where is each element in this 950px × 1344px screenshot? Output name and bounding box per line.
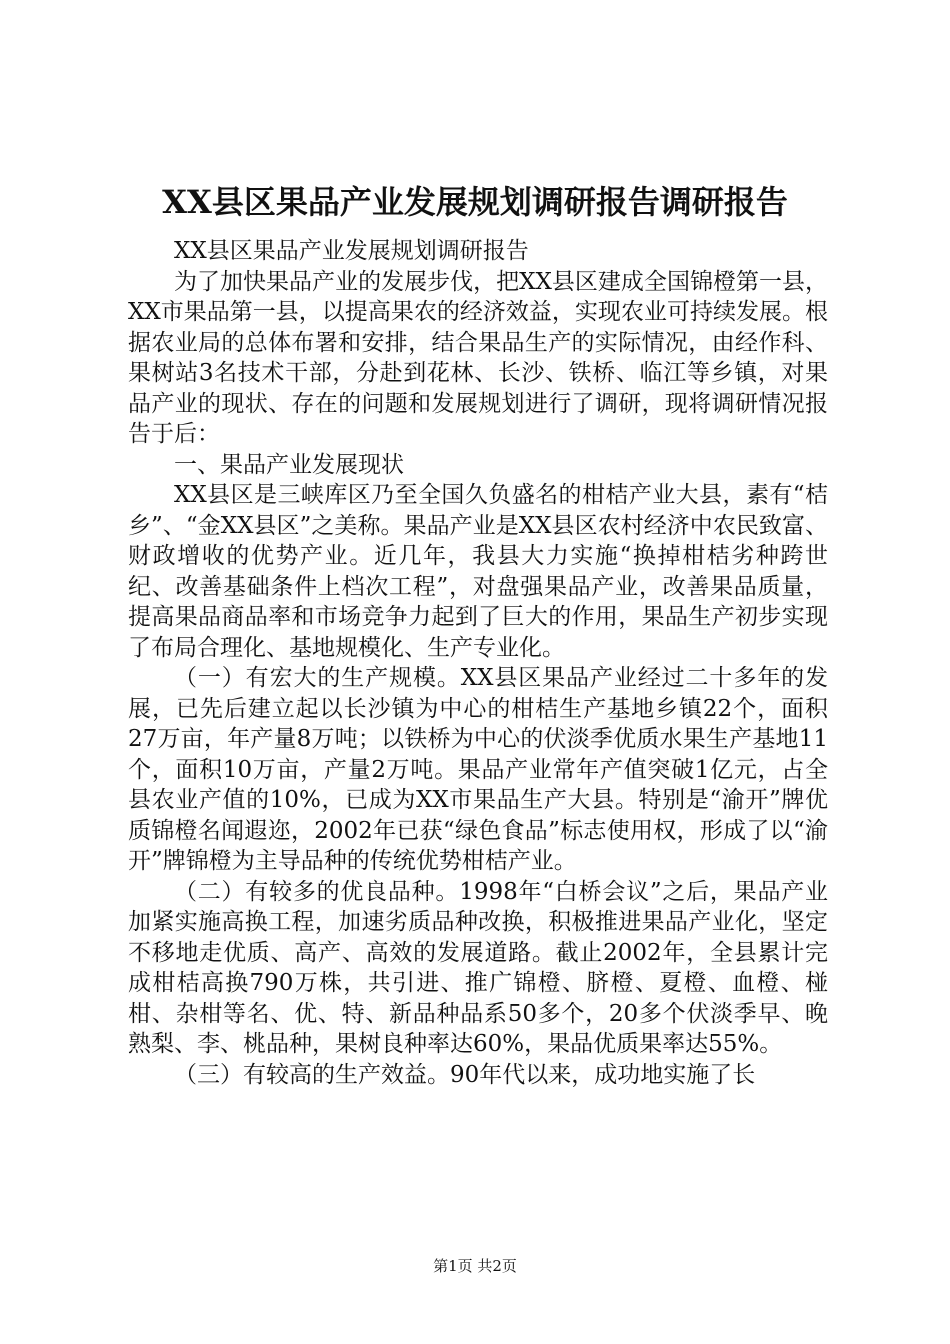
paragraph: （三）有较高的生产效益。90年代以来，成功地实施了长 <box>174 1061 756 1088</box>
document-title: XX县区果品产业发展规划调研报告调研报告 <box>162 183 788 221</box>
document-body <box>128 236 828 1090</box>
page-number-footer: 第1页 共2页 <box>433 1257 517 1275</box>
paragraph-intro: 为了加快果品产业的发展步伐，把XX县区建成全国锦橙第一县，XX市果品第一县，以提高果农的经济效益，实现农业可持续发展。根据农业局的总体布署和安排，结合果品生产的实际情况，由经作科、果树站3名技术干部，分赴到花林、长沙、铁桥、临江等乡镇，对果品产业的现状、存在的问题和发展规划进行了调研，现将调研情况报告于后： <box>128 268 828 447</box>
paragraph: （二）有较多的优良品种。1998年“白桥会议”之后，果品产业加紧实施高换工程，加速劣质品种改换，积极推进果品产业化，坚定不移地走优质、高产、高效的发展道路。截止2002年，全县累计完成柑桔高换790万株，共引进、推广锦橙、脐橙、夏橙、血橙、椪柑、杂柑等名、优、特、新品种品系50多个，20多个伏淡季早、晚熟梨、李、桃品种，果树良种率达60%，果品优质果率达55%。 <box>128 878 828 1057</box>
section-heading: 一、果品产业发展现状 <box>174 451 404 478</box>
paragraph-subtitle: XX县区果品产业发展规划调研报告 <box>174 238 529 264</box>
paragraph: （一）有宏大的生产规模。XX县区果品产业经过二十多年的发展，已先后建立起以长沙镇为中心的柑桔生产基地乡镇22个，面积27万亩，年产量8万吨；以铁桥为中心的伏淡季优质水果生产基地11个，面积10万亩，产量2万吨。果品产业常年产值突破1亿元，占全县农业产值的10%，已成为XX市果品生产大县。特别是“渝开”牌优质锦橙名闻遐迩，2002年已获“绿色食品”标志使用权，形成了以“渝开”牌锦橙为主导品种的传统优势柑桔产业。 <box>128 665 828 874</box>
paragraph: XX县区是三峡库区乃至全国久负盛名的柑桔产业大县，素有“桔乡”、“金XX县区”之美称。果品产业是XX县区农村经济中农民致富、财政增收的优势产业。近几年，我县大力实施“换掉柑桔劣种跨世纪、改善基础条件上档次工程”，对盘强果品产业，改善果品质量，提高果品商品率和市场竞争力起到了巨大的作用，果品生产初步实现了布局合理化、基地规模化、生产专业化。 <box>128 482 828 661</box>
